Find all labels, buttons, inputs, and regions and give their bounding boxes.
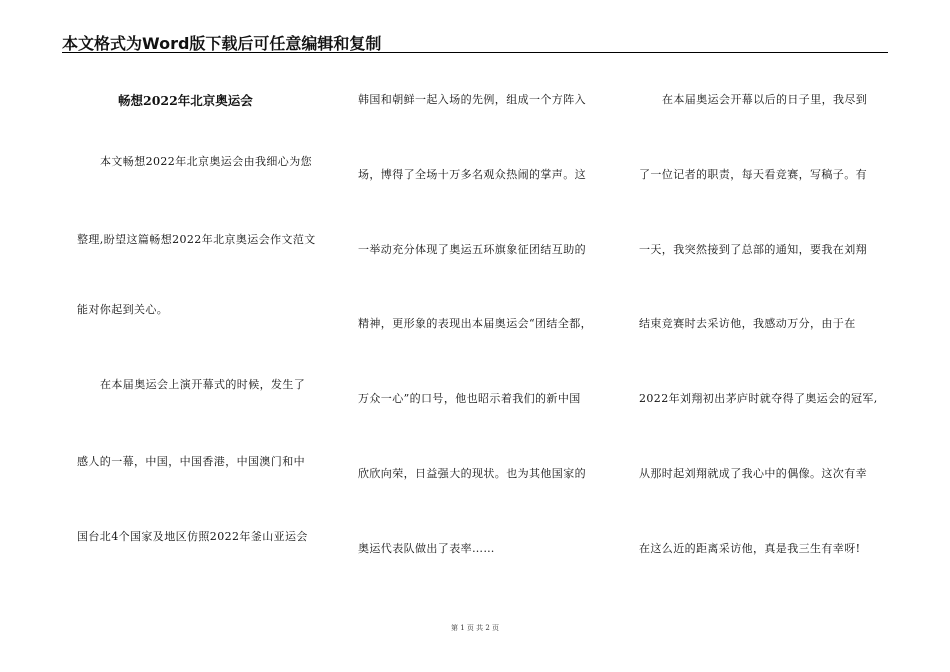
text-line: 感人的一幕，中国，中国香港，中国澳门和中 [77, 455, 305, 468]
text-line: 万众一心”的口号，他也昭示着我们的新中国 [358, 392, 581, 405]
text-line: 国台北4个国家及地区仿照2022年釜山亚运会 [77, 530, 308, 543]
text-line: 韩国和朝鲜一起入场的先例，组成一个方阵入 [358, 93, 586, 106]
text-line: 欣欣向荣，日益强大的现状。也为其他国家的 [358, 467, 586, 480]
page-indicator: 第 1 页 共 2 页 [450, 624, 500, 632]
text-line: 本文畅想2022年北京奥运会由我细心为您 [100, 155, 312, 168]
header-title: 本文格式为Word版下载后可任意编辑和复制 [62, 34, 382, 53]
text-line: 一天，我突然接到了总部的通知，要我在刘翔 [639, 243, 867, 256]
text-line: 2022年刘翔初出茅庐时就夺得了奥运会的冠军, [639, 392, 878, 405]
text-line: 精神，更形象的表现出本届奥运会“团结全都， [358, 317, 593, 330]
header-divider [62, 52, 888, 53]
text-line: 从那时起刘翔就成了我心中的偶像。这次有幸 [639, 467, 867, 480]
text-line: 在本届奥运会上演开幕式的时候，发生了 [100, 378, 306, 391]
text-line: 能对你起到关心。 [77, 303, 169, 316]
text-line: 结束竞赛时去采访他，我感动万分，由于在 [639, 317, 856, 330]
text-line: 整理,盼望这篇畅想2022年北京奥运会作文范文 [77, 233, 316, 246]
document-title: 畅想2022年北京奥运会 [118, 93, 253, 108]
text-line: 场，博得了全场十万多名观众热闹的掌声。这 [358, 168, 586, 181]
text-line: 一举动充分体现了奥运五环旗象征团结互助的 [358, 243, 586, 256]
text-line: 奥运代表队做出了表率…… [358, 542, 495, 555]
text-line: 在本届奥运会开幕以后的日子里，我尽到 [662, 93, 868, 106]
text-line: 了一位记者的职责，每天看竞赛，写稿子。有 [639, 168, 867, 181]
text-line: 在这么近的距离采访他，真是我三生有幸呀! [639, 542, 861, 555]
